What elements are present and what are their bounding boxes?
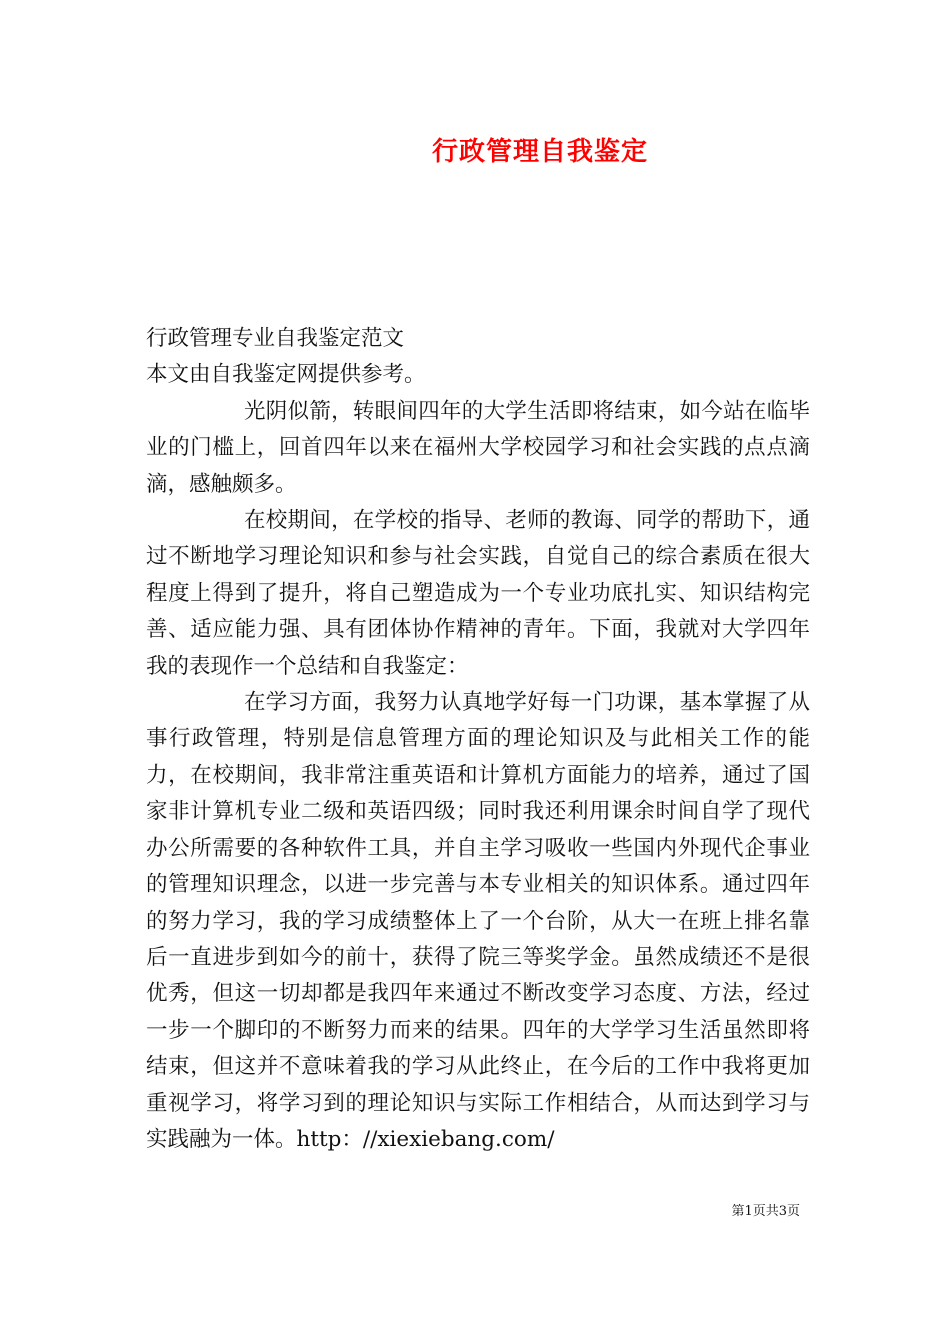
page-number: 第1页共3页 bbox=[731, 1204, 800, 1219]
document-body bbox=[146, 321, 810, 1158]
paragraph-3: 在学习方面，我努力认真地学好每一门功课，基本掌握了从事行政管理，特别是信息管理方面的理论知识及与此相关工作的能力，在校期间，我非常注重英语和计算机方面能力的培养，通过了国家非计算机专业二级和英语四级；同时我还利用课余时间自学了现代办公所需要的各种软件工具，并自主学习吸收一些国内外现代企事业的管理知识理念，以进一步完善与本专业相关的知识体系。通过四年的努力学习，我的学习成绩整体上了一个台阶，从大一在班上排名靠后一直进步到如今的前十，获得了院三等奖学金。虽然成绩还不是很优秀，但这一切却都是我四年来通过不断改变学习态度、方法，经过一步一个脚印的不断努力而来的结果。四年的大学学习生活虽然即将结束，但这并不意味着我的学习从此终止，在今后的工作中我将更加重视学习，将学习到的理论知识与实际工作相结合，从而达到学习与实践融为一体。http：//xiexiebang.com/ bbox=[146, 690, 810, 1152]
page-title: 行政管理自我鉴定 bbox=[431, 137, 648, 167]
document-subtitle: 行政管理专业自我鉴定范文 bbox=[146, 326, 405, 351]
paragraph-2: 在校期间，在学校的指导、老师的教诲、同学的帮助下，通过不断地学习理论知识和参与社会实践，自觉自己的综合素质在很大程度上得到了提升，将自己塑造成为一个专业功底扎实、知识结构完善、适应能力强、具有团体协作精神的青年。下面，我就对大学四年我的表现作一个总结和自我鉴定： bbox=[146, 508, 810, 679]
paragraph-1: 光阴似箭，转眼间四年的大学生活即将结束，如今站在临毕业的门槛上，回首四年以来在福州大学校园学习和社会实践的点点滴滴，感触颇多。 bbox=[146, 398, 810, 497]
document-intro: 本文由自我鉴定网提供参考。 bbox=[146, 362, 426, 388]
